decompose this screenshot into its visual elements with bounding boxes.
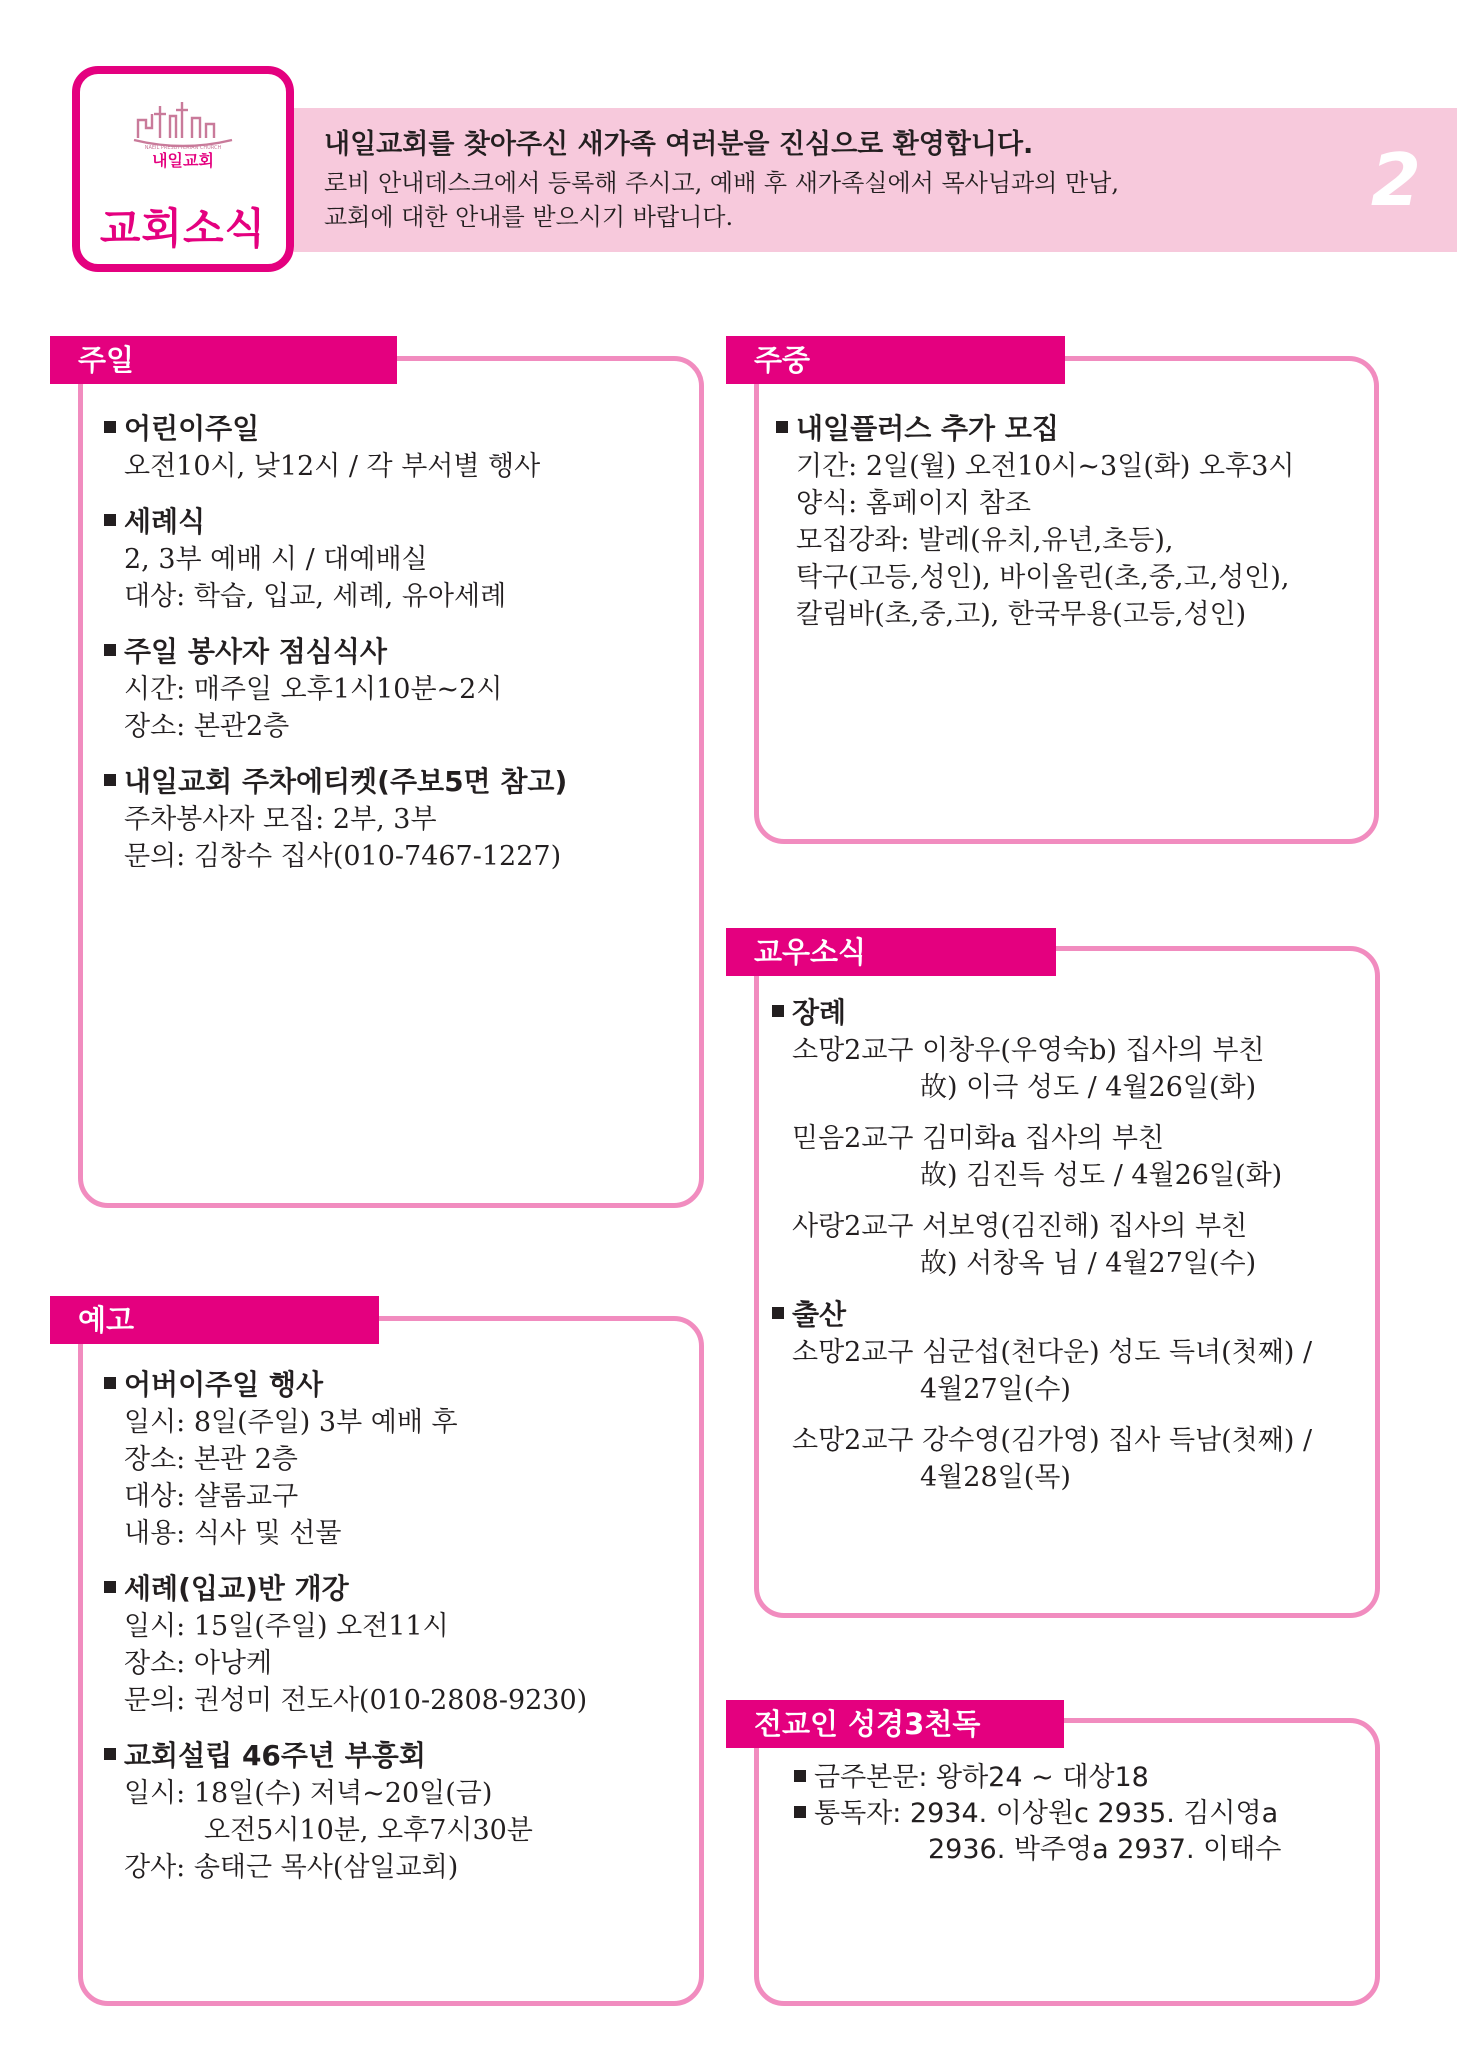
news-item [104,633,567,745]
entry-line: 4월27일(수) [920,1374,1071,1405]
welcome-subtext [324,166,1119,234]
bible-content [794,1760,1281,1868]
entry-line: 故) 김진득 성도 / 4월26일(화) [920,1160,1283,1191]
item-line: 문의: 권성미 전도사(010-2808-9230) [124,1685,588,1716]
bible-readers: 통독자: 2934. 이상원c 2935. 김시영a [814,1798,1279,1829]
entry-line: 소망2교구 이창우(우영숙b) 집사의 부친 [792,1035,1265,1066]
item-line: 주차봉사자 모집: 2부, 3부 [124,804,437,835]
item-title: 내일교회 주차에티켓(주보5면 참고) [124,765,568,798]
birth-entry [772,1422,1312,1496]
entry-line: 소망2교구 강수영(김가영) 집사 득남(첫째) / [792,1425,1313,1456]
bullet-icon [776,421,788,433]
entry-line: 故) 이극 성도 / 4월26일(화) [920,1072,1257,1103]
welcome-subtext-line: 교회에 대한 안내를 받으시기 바랍니다. [324,203,734,231]
news-item [104,1737,587,1886]
funeral-entry [772,1032,1312,1106]
entry-line: 사랑2교구 서보영(김진해) 집사의 부친 [792,1211,1248,1242]
church-logo-box [72,66,294,272]
item-line: 대상: 학습, 입교, 세례, 유아세례 [124,581,507,612]
item-title: 주일 봉사자 점심식사 [124,635,387,668]
bullet-icon [772,1005,784,1017]
bullet-icon [772,1307,784,1319]
page-number: 2 [1370,138,1421,222]
bullet-icon [104,644,116,656]
weekday-content [776,410,1294,651]
funeral-entry [772,1120,1312,1194]
item-line: 내용: 식사 및 선물 [124,1518,342,1549]
item-line: 장소: 본관2층 [124,711,290,742]
item-title: 세례(입교)반 개강 [124,1572,349,1605]
welcome-subtext-line: 로비 안내데스크에서 등록해 주시고, 예배 후 새가족실에서 목사님과의 만남, [324,169,1119,197]
entry-line: 4월28일(목) [920,1462,1071,1493]
item-title: 어버이주일 행사 [124,1368,324,1401]
entry-line: 소망2교구 심군섭(천다운) 성도 득녀(첫째) / [792,1337,1313,1368]
members-content [772,994,1312,1510]
item-line: 일시: 18일(수) 저녁~20일(금) [124,1778,493,1809]
bullet-icon [104,1581,116,1593]
logo-name-text: 내일교회 [152,151,214,170]
item-line: 2, 3부 예배 시 / 대예배실 [124,544,428,575]
welcome-banner [294,108,1457,252]
sunday-tab: 주일 [50,336,397,384]
bullet-icon [104,1748,116,1760]
news-item [104,763,567,875]
birth-entry [772,1334,1312,1408]
bullet-icon [104,1377,116,1389]
item-line: 오전5시10분, 오후7시30분 [204,1815,533,1846]
news-item [104,1366,587,1552]
bullet-icon [794,1770,806,1782]
item-line: 양식: 홈페이지 참조 [796,488,1031,519]
item-line: 장소: 본관 2층 [124,1444,298,1475]
page-title: 교회소식 [99,204,267,253]
news-item [776,410,1294,633]
item-line: 오전10시, 낮12시 / 각 부서별 행사 [124,451,541,482]
item-title: 내일플러스 추가 모집 [796,412,1059,445]
item-line: 장소: 아낭케 [124,1648,273,1679]
church-logo-icon [130,100,236,170]
item-title: 장례 [792,996,847,1029]
item-line: 강사: 송태근 목사(삼일교회) [124,1852,459,1883]
news-item [104,503,567,615]
item-line: 일시: 15일(주일) 오전11시 [124,1611,449,1642]
logo-small-text: NAEIL PRESBYTERIAN CHURCH [144,145,222,151]
sunday-content [104,410,567,893]
item-title: 출산 [792,1298,847,1331]
bullet-icon [794,1806,806,1818]
item-title: 어린이주일 [124,412,260,445]
funeral-entry [772,1208,1312,1282]
members-tab: 교우소식 [726,928,1056,976]
notice-tab: 예고 [50,1296,379,1344]
bullet-icon [104,514,116,526]
news-item [104,1570,587,1719]
item-line: 대상: 샬롬교구 [124,1481,299,1512]
bible-passage: 금주본문: 왕하24 ~ 대상18 [814,1762,1149,1793]
bible-readers-cont: 2936. 박주영a 2937. 이태수 [928,1834,1282,1865]
bullet-icon [104,774,116,786]
item-line: 기간: 2일(월) 오전10시~3일(화) 오후3시 [796,451,1295,482]
bible-tab: 전교인 성경3천독 [726,1700,1064,1748]
item-line: 시간: 매주일 오후1시10분~2시 [124,674,503,705]
item-line: 탁구(고등,성인), 바이올린(초,중,고,성인), [796,562,1290,593]
news-item [104,410,567,485]
welcome-headline: 내일교회를 찾아주신 새가족 여러분을 진심으로 환영합니다. [324,129,1034,160]
entry-line: 故) 서창옥 님 / 4월27일(수) [920,1248,1257,1279]
item-line: 모집강좌: 발레(유치,유년,초등), [796,525,1174,556]
item-title: 교회설립 46주년 부흥회 [124,1739,426,1772]
item-line: 칼림바(초,중,고), 한국무용(고등,성인) [796,599,1247,630]
item-title: 세례식 [124,505,206,538]
item-line: 문의: 김창수 집사(010-7467-1227) [124,841,562,872]
entry-line: 믿음2교구 김미화a 집사의 부친 [792,1123,1165,1154]
bullet-icon [104,421,116,433]
notice-content [104,1366,587,1904]
weekday-tab: 주중 [726,336,1065,384]
item-line: 일시: 8일(주일) 3부 예배 후 [124,1407,458,1438]
